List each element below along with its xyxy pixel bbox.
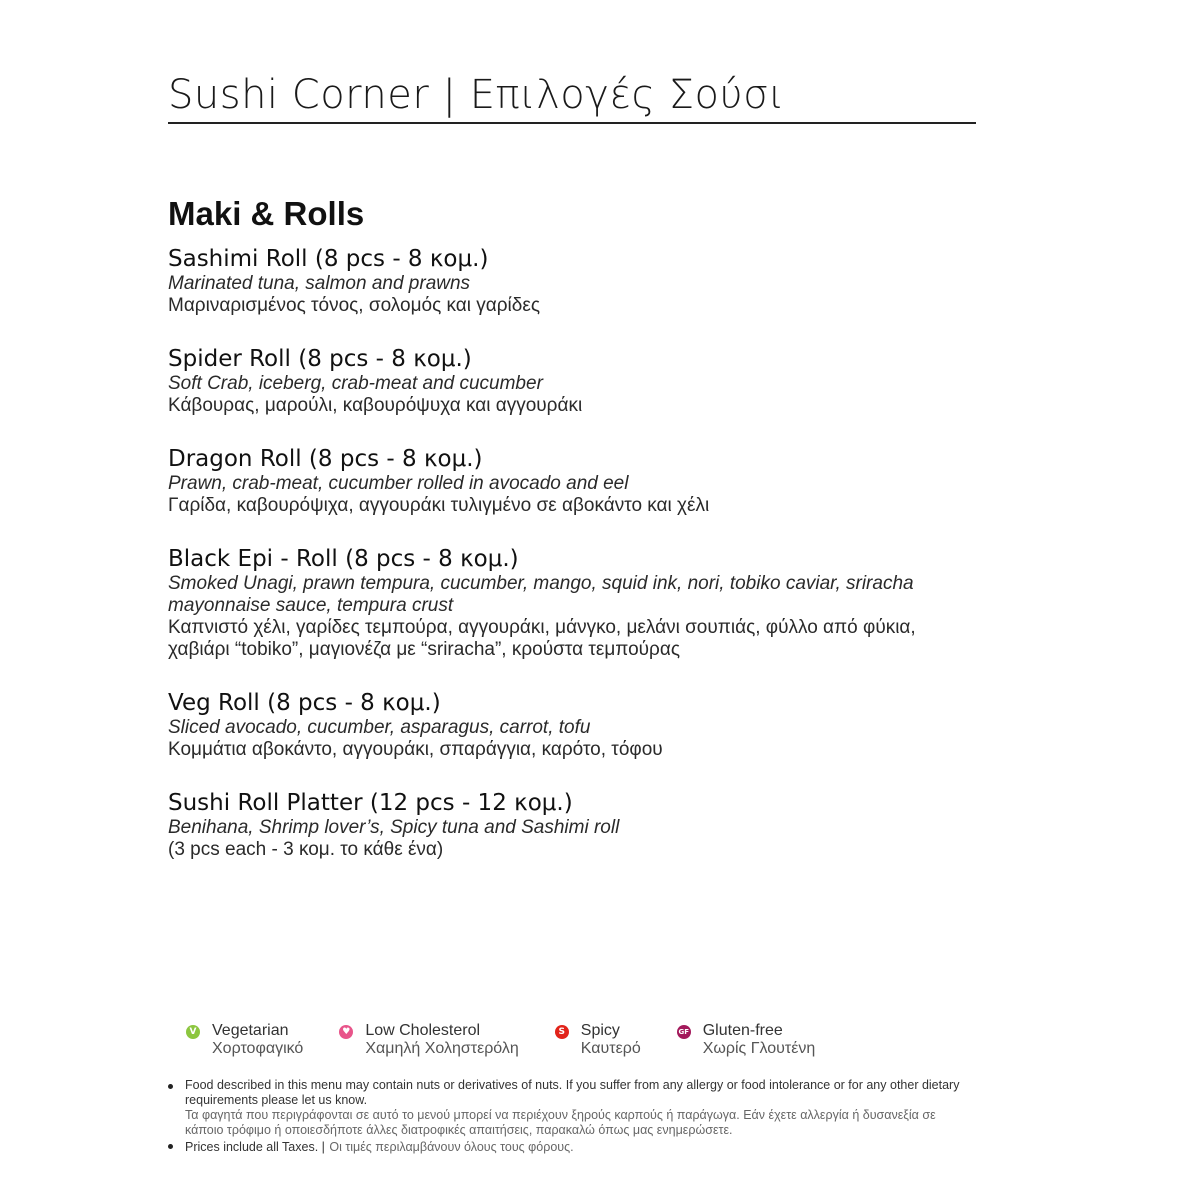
- legend-label-en: Vegetarian: [212, 1022, 289, 1039]
- note-taxes: [168, 1138, 968, 1156]
- note-text-gr: Τα φαγητά που περιγράφονται σε αυτό το μενού μπορεί να περιέχουν ξηρούς καρπούς ή παράγωγα. Εάν έχετε αλλεργία ή δυσανεξία σε κάποιο τρόφιμο ή οποιεσδήποτε άλλες διατροφικές απαιτήσεις, παρακαλώ όπως μας ενημερώσετε.: [185, 1108, 936, 1137]
- menu-item-name: Veg Roll (8 pcs - 8 κομ.): [168, 690, 441, 716]
- menu-item-description-gr: Μαριναρισμένος τόνος, σολομός και γαρίδες: [168, 295, 540, 316]
- menu-item-name: Sushi Roll Platter (12 pcs - 12 κομ.): [168, 790, 573, 816]
- menu-item: [168, 445, 928, 517]
- heart-icon: ♥: [339, 1025, 353, 1039]
- menu-item-name: Sashimi Roll (8 pcs - 8 κομ.): [168, 246, 489, 272]
- note-allergy: [168, 1078, 968, 1138]
- note-text-en: Prices include all Taxes. |: [185, 1140, 325, 1154]
- legend-label-en: Low Cholesterol: [365, 1022, 481, 1039]
- menu-item-description-gr: Καπνιστό χέλι, γαρίδες τεμπούρα, αγγουράκι, μάνγκο, μελάνι σουπιάς, φύλλο από φύκια, χαβιάρι “tobiko”, μαγιονέζα με “sriracha”, κρούστα τεμπούρας: [168, 617, 916, 660]
- legend-label-en: Spicy: [580, 1022, 620, 1039]
- menu-item-description-gr: Κομμάτια αβοκάντο, αγγουράκι, σπαράγγια, καρότο, τόφου: [168, 739, 663, 760]
- bullet-icon: [168, 1084, 173, 1089]
- menu-item-description-gr: Γαρίδα, καβουρόψιχα, αγγουράκι τυλιγμένο σε αβοκάντο και χέλι: [168, 495, 710, 516]
- legend-label-en: Gluten-free: [702, 1022, 783, 1039]
- dietary-legend: [186, 1022, 946, 1058]
- page-title: Sushi Corner | Επιλογές Σούσι: [168, 72, 785, 118]
- bullet-icon: [168, 1144, 173, 1149]
- notes-list: [168, 1078, 968, 1156]
- menu-item-description-en: Sliced avocado, cucumber, asparagus, carrot, tofu: [168, 717, 591, 738]
- menu-item: [168, 689, 928, 761]
- legend-label-gr: Χορτοφαγικό: [212, 1040, 304, 1057]
- menu-items-list: [168, 245, 928, 889]
- note-text-gr: Οι τιμές περιλαμβάνουν όλους τους φόρους.: [329, 1140, 574, 1154]
- legend-item-spicy: [555, 1022, 641, 1058]
- menu-item-description-gr: (3 pcs each - 3 κομ. το κάθε ένα): [168, 839, 444, 860]
- menu-item-description-gr: Κάβουρας, μαρούλι, καβουρόψυχα και αγγουράκι: [168, 395, 583, 416]
- note-text-en: Food described in this menu may contain nuts or derivatives of nuts. If you suffer from any allergy or food intolerance or for any other dietary requirements please let us know.: [185, 1078, 960, 1107]
- menu-item-description-en: Marinated tuna, salmon and prawns: [168, 273, 471, 294]
- menu-item-description-en: Prawn, crab-meat, cucumber rolled in avocado and eel: [168, 473, 629, 494]
- menu-item: [168, 789, 928, 861]
- section-title: Maki & Rolls: [168, 195, 365, 232]
- menu-item-description-en: Soft Crab, iceberg, crab-meat and cucumber: [168, 373, 543, 394]
- gluten-free-icon: GF: [677, 1025, 691, 1039]
- menu-item: [168, 245, 928, 317]
- legend-label-gr: Καυτερό: [580, 1040, 641, 1057]
- menu-item-description-en: Benihana, Shrimp lover’s, Spicy tuna and Sashimi roll: [168, 817, 620, 838]
- menu-item-name: Spider Roll (8 pcs - 8 κομ.): [168, 346, 472, 372]
- menu-item: [168, 545, 928, 661]
- menu-item-name: Black Epi - Roll (8 pcs - 8 κομ.): [168, 546, 519, 572]
- legend-item-gluten-free: [677, 1022, 816, 1058]
- legend-label-gr: Χωρίς Γλουτένη: [702, 1040, 816, 1057]
- menu-item-name: Dragon Roll (8 pcs - 8 κομ.): [168, 446, 483, 472]
- legend-item-low-cholesterol: [339, 1022, 518, 1058]
- spicy-icon: S: [555, 1025, 569, 1039]
- menu-item: [168, 345, 928, 417]
- legend-label-gr: Χαμηλή Χοληστερόλη: [365, 1040, 519, 1057]
- menu-item-description-en: Smoked Unagi, prawn tempura, cucumber, mango, squid ink, nori, tobiko caviar, sriracha mayonnaise sauce, tempura crust: [168, 573, 914, 616]
- legend-item-vegetarian: [186, 1022, 303, 1058]
- page-header: [168, 72, 976, 124]
- vegetarian-icon: V: [186, 1025, 200, 1039]
